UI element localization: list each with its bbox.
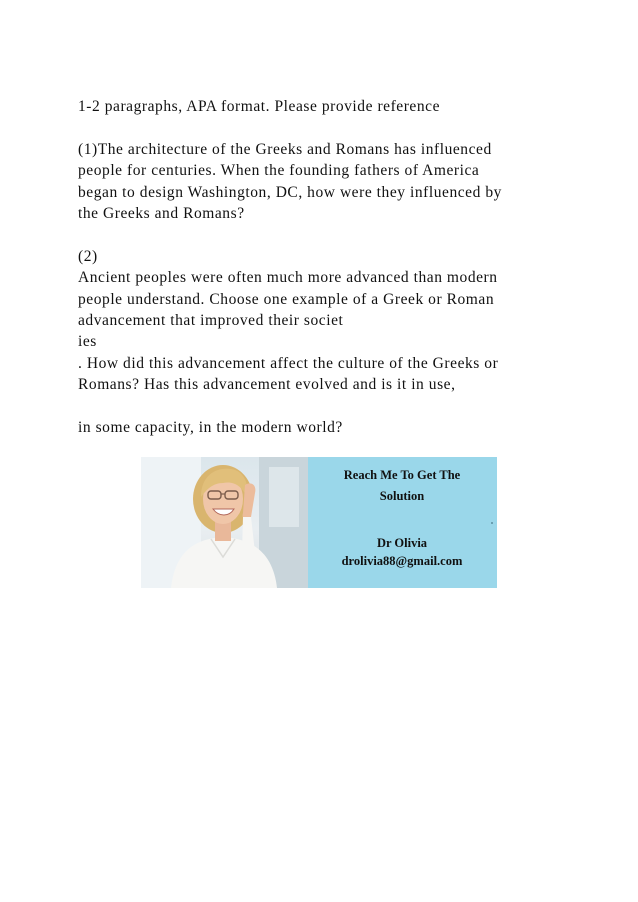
document-body bbox=[78, 96, 578, 438]
woman-illustration bbox=[141, 457, 308, 588]
banner-subheadline: Solution bbox=[379, 489, 425, 503]
question-1-line: (1)The architecture of the Greeks and Romans has influenced bbox=[78, 140, 492, 158]
question-2-line: people understand. Choose one example of a Greek or Roman bbox=[78, 290, 495, 308]
contact-banner bbox=[141, 457, 497, 588]
question-2-line: Romans? Has this advancement evolved and is it in use, bbox=[78, 376, 456, 394]
decorative-dot bbox=[491, 522, 493, 524]
question-2-line: ies bbox=[78, 333, 97, 351]
question-2-line: . How did this advancement affect the culture of the Greeks or bbox=[78, 354, 499, 372]
question-2-line: advancement that improved their societ bbox=[78, 311, 344, 329]
question-2-line: Ancient peoples were often much more advanced than modern bbox=[78, 269, 498, 287]
question-1-line: people for centuries. When the founding fathers of America bbox=[78, 162, 480, 180]
question-2-label: (2) bbox=[78, 247, 98, 265]
contact-email: drolivia88@gmail.com bbox=[341, 554, 463, 568]
intro-line: 1-2 paragraphs, APA format. Please provide reference bbox=[78, 98, 441, 115]
woman-photo bbox=[141, 457, 308, 588]
paragraph-gap bbox=[78, 395, 578, 416]
contact-name: Dr Olivia bbox=[376, 536, 428, 550]
question-1-line: the Greeks and Romans? bbox=[78, 204, 245, 222]
paragraph-gap bbox=[78, 117, 578, 138]
banner-headline: Reach Me To Get The bbox=[343, 468, 461, 482]
contact-panel bbox=[308, 457, 497, 588]
question-1-line: began to design Washington, DC, how were they influenced by bbox=[78, 183, 502, 201]
question-2-tail: in some capacity, in the modern world? bbox=[78, 418, 343, 436]
paragraph-gap bbox=[78, 224, 578, 245]
